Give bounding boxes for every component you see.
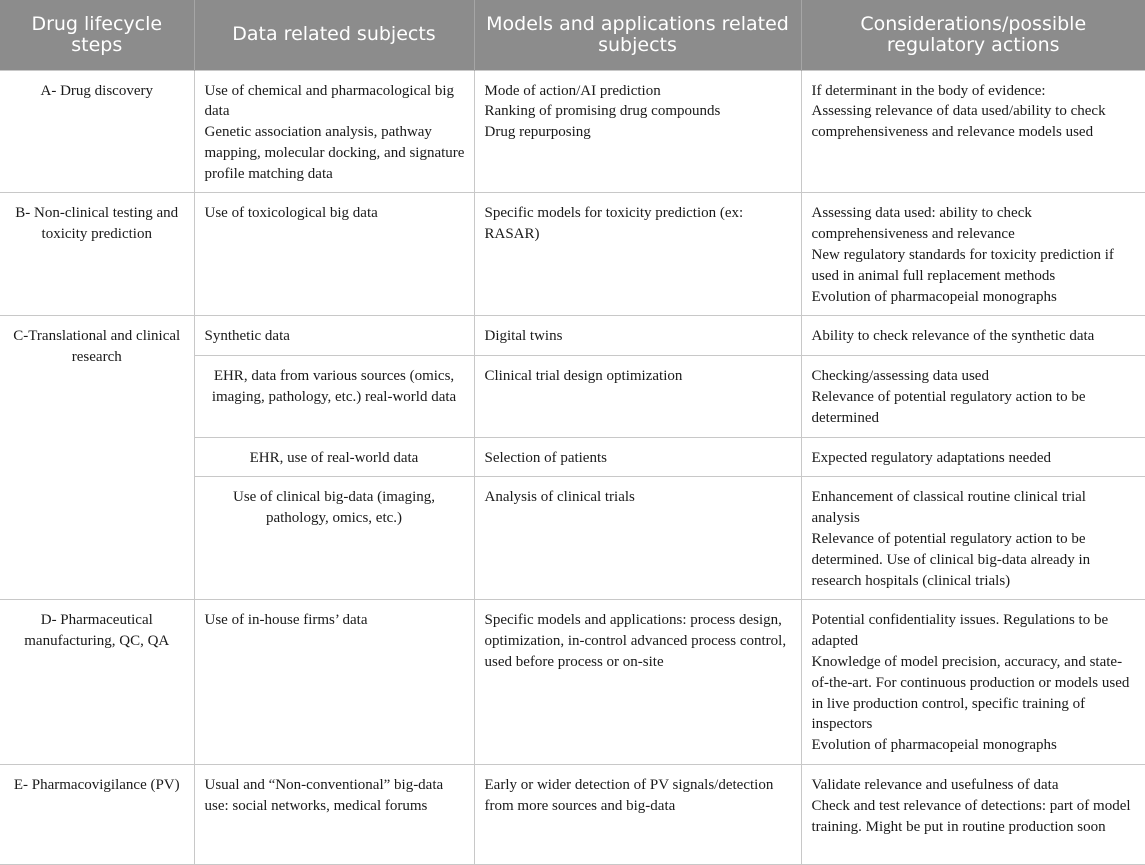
considerations-cell xyxy=(801,356,1145,437)
cell-line: Use of clinical big-data (imaging, pathology, omics, etc.) xyxy=(232,489,436,527)
cell-line: Potential confidentiality issues. Regulations to be adapted xyxy=(811,612,1109,650)
cell-line: Specific models for toxicity prediction (ex: RASAR) xyxy=(484,205,744,243)
cell-line: Evolution of pharmacopeial monographs xyxy=(811,737,1057,754)
cell-line: If determinant in the body of evidence: xyxy=(811,82,1046,99)
considerations-cell xyxy=(801,477,1145,600)
cell-line: Clinical trial design optimization xyxy=(484,368,683,385)
cell-line: Drug repurposing xyxy=(484,124,591,141)
cell-line: Check and test relevance of detections: part of model training. Might be put in routine production soon xyxy=(811,797,1131,835)
models-cell xyxy=(474,316,801,356)
data-cell xyxy=(194,316,474,356)
table-row xyxy=(0,70,1145,193)
considerations-cell xyxy=(801,600,1145,765)
models-cell xyxy=(474,356,801,437)
cell-line: Usual and “Non-conventional” big-data use: social networks, medical forums xyxy=(204,777,444,814)
models-cell xyxy=(474,70,801,193)
considerations-cell xyxy=(801,70,1145,193)
step-cell: D- Pharmaceutical manufacturing, QC, QA xyxy=(0,600,194,765)
cell-line: Use of toxicological big data xyxy=(204,205,378,222)
models-cell xyxy=(474,437,801,477)
models-cell xyxy=(474,477,801,600)
cell-line: Knowledge of model precision, accuracy, and state-of-the-art. For continuous production or models used in live production control, specific training of inspectors xyxy=(811,654,1130,733)
cell-line: New regulatory standards for toxicity prediction if used in animal full replacement methods xyxy=(811,247,1114,284)
header-drug-lifecycle-steps: Drug lifecycle steps xyxy=(0,0,194,70)
cell-line: Evolution of pharmacopeial monographs xyxy=(811,288,1057,305)
header-data-related-subjects: Data related subjects xyxy=(194,0,474,70)
models-cell xyxy=(474,600,801,765)
cell-line: Digital twins xyxy=(484,328,563,345)
cell-line: Assessing data used: ability to check comprehensiveness and relevance xyxy=(811,205,1032,243)
models-cell xyxy=(474,193,801,316)
cell-line: Assessing relevance of data used/ability to check comprehensiveness and relevance models used xyxy=(811,103,1106,141)
cell-line: EHR, data from various sources (omics, imaging, pathology, etc.) real-world data xyxy=(211,368,457,406)
table-row xyxy=(0,316,1145,356)
table-row xyxy=(0,600,1145,765)
cell-line: Selection of patients xyxy=(484,449,607,466)
cell-line: Ability to check relevance of the synthetic data xyxy=(811,328,1095,345)
data-cell xyxy=(194,437,474,477)
step-cell: E- Pharmacovigilance (PV) xyxy=(0,765,194,865)
header-row xyxy=(0,0,1145,70)
cell-line: Expected regulatory adaptations needed xyxy=(811,449,1051,466)
cell-line: Mode of action/AI prediction xyxy=(484,82,661,99)
considerations-cell xyxy=(801,437,1145,477)
cell-line: Relevance of potential regulatory action to be determined. Use of clinical big-data already in research hospitals (clinical trials) xyxy=(811,531,1091,589)
table-row xyxy=(0,765,1145,865)
considerations-cell xyxy=(801,316,1145,356)
cell-line: Early or wider detection of PV signals/detection from more sources and big-data xyxy=(484,777,774,814)
cell-line: Validate relevance and usefulness of data xyxy=(811,777,1059,794)
cell-line: Synthetic data xyxy=(204,328,290,345)
cell-line: Ranking of promising drug compounds xyxy=(484,103,721,120)
cell-line: Use of in-house firms’ data xyxy=(204,612,368,629)
cell-line: Checking/assessing data used xyxy=(811,368,989,385)
cell-line: Genetic association analysis, pathway mapping, molecular docking, and signature profile matching data xyxy=(204,124,465,182)
cell-line: Use of chemical and pharmacological big data xyxy=(204,82,454,120)
table-row xyxy=(0,193,1145,316)
considerations-cell xyxy=(801,193,1145,316)
cell-line: Specific models and applications: process design, optimization, in-control advanced process control, used before process or on-site xyxy=(484,612,787,671)
cell-line: Enhancement of classical routine clinical trial analysis xyxy=(811,489,1086,527)
models-cell xyxy=(474,765,801,865)
data-cell xyxy=(194,765,474,865)
data-cell xyxy=(194,356,474,437)
step-cell: A- Drug discovery xyxy=(0,70,194,193)
header-considerations: Considerations/possible regulatory actions xyxy=(801,0,1145,70)
step-cell: B- Non-clinical testing and toxicity prediction xyxy=(0,193,194,316)
data-cell xyxy=(194,477,474,600)
data-cell xyxy=(194,600,474,765)
considerations-cell xyxy=(801,765,1145,865)
data-cell xyxy=(194,193,474,316)
data-cell xyxy=(194,70,474,193)
cell-line: EHR, use of real-world data xyxy=(249,449,419,466)
header-models-applications: Models and applications related subjects xyxy=(474,0,801,70)
cell-line: Analysis of clinical trials xyxy=(484,489,635,506)
step-cell: C-Translational and clinical research xyxy=(0,316,194,600)
cell-line: Relevance of potential regulatory action to be determined xyxy=(811,389,1086,426)
